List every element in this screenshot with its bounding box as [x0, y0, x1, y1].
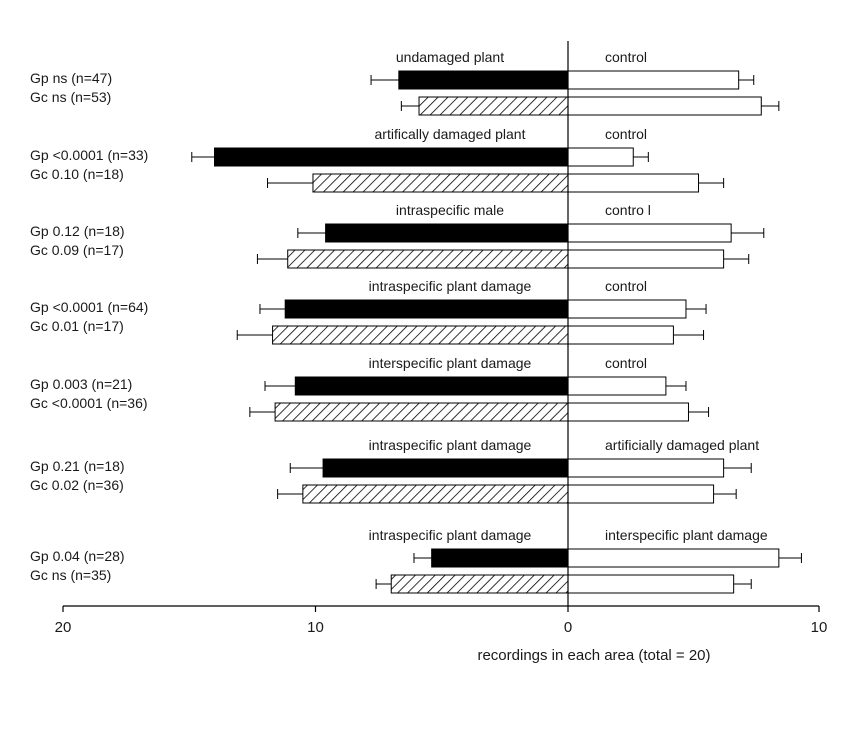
row-label: Gp <0.0001 (n=33)	[30, 147, 149, 163]
gp-treatment-bar	[215, 148, 569, 166]
control-error-bar	[699, 178, 724, 188]
gc-treatment-bar	[419, 97, 568, 115]
gc-treatment-bar	[391, 575, 568, 593]
control-label: control	[605, 355, 648, 371]
treatment-error-bar	[265, 381, 295, 391]
gp-treatment-bar	[399, 71, 568, 89]
control-error-bar	[666, 381, 686, 391]
control-label: artificially damaged plant	[605, 437, 760, 453]
control-error-bar	[734, 579, 752, 589]
treatment-error-bar	[290, 463, 323, 473]
treatment-error-bar	[237, 330, 272, 340]
control-bar	[568, 575, 734, 593]
control-error-bar	[686, 304, 706, 314]
gp-treatment-bar	[285, 300, 568, 318]
x-tick-label: 20	[54, 619, 72, 636]
treatment-error-bar	[192, 152, 215, 162]
gc-treatment-bar	[288, 250, 568, 268]
row-label: Gp 0.12 (n=18)	[30, 223, 125, 239]
control-error-bar	[779, 553, 802, 563]
gc-treatment-bar	[313, 174, 568, 192]
row-label: Gp 0.003 (n=21)	[30, 376, 133, 392]
control-label: interspecific plant damage	[605, 527, 768, 543]
gc-treatment-bar	[275, 403, 568, 421]
control-bar	[568, 97, 761, 115]
row-label: Gc <0.0001 (n=36)	[30, 395, 148, 411]
control-bar	[568, 403, 688, 421]
control-error-bar	[731, 228, 764, 238]
treatment-error-bar	[401, 101, 419, 111]
treatment-label: interspecific plant damage	[368, 355, 532, 371]
control-bar	[568, 377, 666, 395]
row-label: Gc 0.09 (n=17)	[30, 242, 124, 258]
gc-treatment-bar	[273, 326, 568, 344]
treatment-error-bar	[268, 178, 313, 188]
bars-layer	[192, 71, 802, 593]
row-label: Gc 0.10 (n=18)	[30, 166, 124, 182]
x-tick-label: 10	[810, 619, 828, 636]
row-label: Gp ns (n=47)	[30, 70, 113, 86]
control-bar	[568, 250, 724, 268]
treatment-error-bar	[371, 75, 399, 85]
row-label: Gc ns (n=35)	[30, 567, 112, 583]
control-error-bar	[673, 330, 703, 340]
x-axis-ticks	[55, 606, 828, 636]
control-bar	[568, 459, 724, 477]
control-bar	[568, 148, 633, 166]
treatment-error-bar	[260, 304, 285, 314]
row-label: Gc 0.02 (n=36)	[30, 477, 124, 493]
treatment-error-bar	[257, 254, 287, 264]
gp-treatment-bar	[323, 459, 568, 477]
control-bar	[568, 326, 673, 344]
control-bar	[568, 174, 699, 192]
treatment-label: intraspecific male	[395, 202, 505, 218]
treatment-label: artifically damaged plant	[374, 126, 526, 142]
control-error-bar	[739, 75, 754, 85]
gc-treatment-bar	[303, 485, 568, 503]
control-label: control	[605, 126, 648, 142]
control-error-bar	[714, 489, 737, 499]
control-error-bar	[761, 101, 779, 111]
control-bar	[568, 485, 714, 503]
control-bar	[568, 224, 731, 242]
row-label: Gc ns (n=53)	[30, 89, 112, 105]
treatment-label: intraspecific plant damage	[368, 278, 532, 294]
control-error-bar	[724, 463, 752, 473]
control-label: contro l	[605, 202, 651, 218]
treatment-error-bar	[414, 553, 432, 563]
control-bar	[568, 549, 779, 567]
x-tick-label: 10	[307, 619, 324, 636]
treatment-label: intraspecific plant damage	[368, 437, 532, 453]
control-error-bar	[688, 407, 708, 417]
treatment-error-bar	[298, 228, 326, 238]
row-label: Gp 0.04 (n=28)	[30, 548, 125, 564]
control-label: control	[605, 278, 648, 294]
gp-treatment-bar	[295, 377, 568, 395]
control-error-bar	[724, 254, 749, 264]
treatment-label: intraspecific plant damage	[368, 527, 532, 543]
treatment-error-bar	[278, 489, 303, 499]
control-error-bar	[633, 152, 648, 162]
gp-treatment-bar	[432, 549, 568, 567]
control-bar	[568, 300, 686, 318]
treatment-error-bar	[250, 407, 275, 417]
row-label: Gp <0.0001 (n=64)	[30, 299, 149, 315]
treatment-error-bar	[376, 579, 391, 589]
row-label: Gp 0.21 (n=18)	[30, 458, 125, 474]
x-tick-label: 0	[563, 619, 573, 636]
row-label: Gc 0.01 (n=17)	[30, 318, 124, 334]
control-bar	[568, 71, 739, 89]
gp-treatment-bar	[326, 224, 568, 242]
treatment-label: undamaged plant	[395, 49, 505, 65]
control-label: control	[605, 49, 648, 65]
x-axis-title: recordings in each area (total = 20)	[477, 647, 711, 664]
